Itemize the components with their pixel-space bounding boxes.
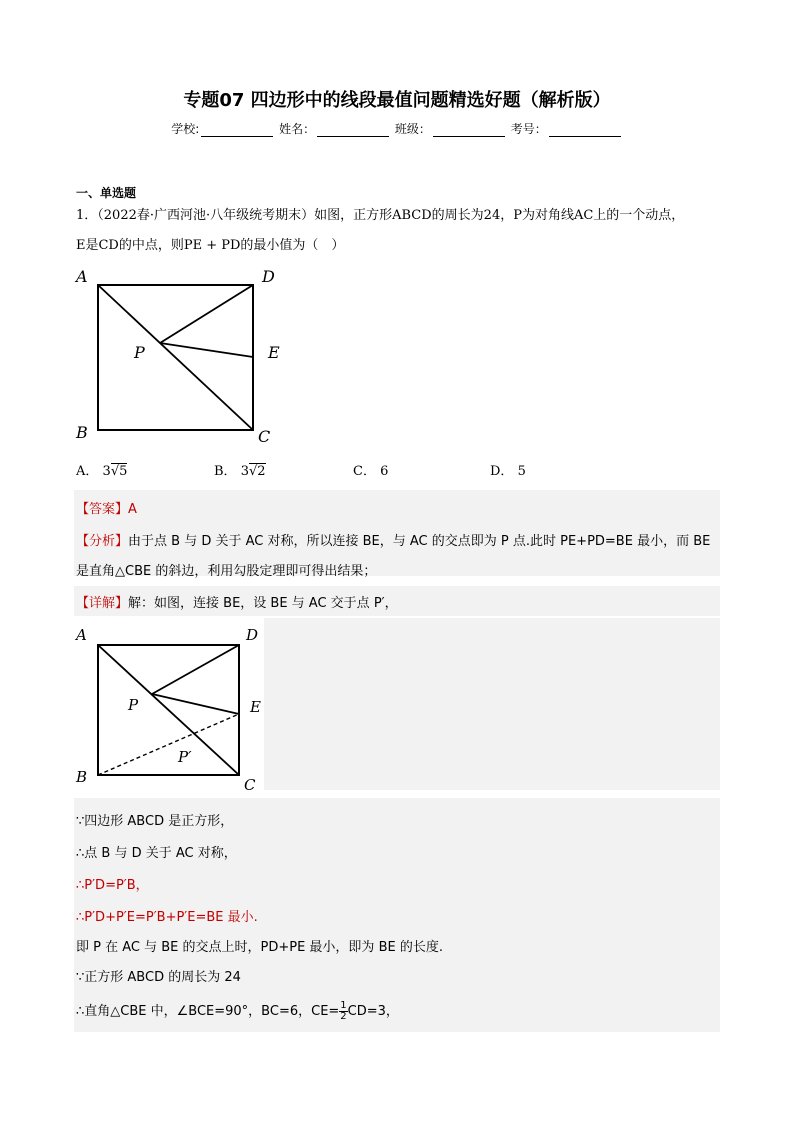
option-b-radicand: 2 [257,464,266,479]
fig2-label-p-prime: P′ [178,748,192,766]
analysis-text-1: 由于点 B 与 D 关于 AC 对称，所以连接 BE，与 AC 的交点即为 P 点.此时 PE+PD=BE 最小，而 BE [128,534,711,549]
class-label: 班级： [394,122,431,136]
analysis-line-2: 是直角△CBE 的斜边，利用勾股定理即可得出结果； [76,564,377,579]
answer-value: A [128,502,137,517]
option-c-value: 6 [380,464,389,479]
analysis-tag: 【分析】 [76,534,129,549]
fig1-label-p: P [134,343,145,362]
question-line-1: 1．（2022春·广西河池·八年级统考期末）如图，正方形ABCD的周长为24，P为对角线AC上的一个动点， [76,208,685,223]
fig2-label-p: P [128,696,139,714]
fig1-label-c: C [258,427,271,446]
fig2-label-d: D [246,626,259,644]
answer-line [76,498,137,517]
fig1-label-b: B [76,423,88,442]
name-label: 姓名： [279,122,316,136]
question-line-2: E是CD的中点，则PE + PD的最小值为（ ） [76,238,345,253]
fig1-label-e: E [268,343,280,362]
section-heading: 一、单选题 [76,186,137,200]
option-a[interactable]: A． 3√5 [76,464,128,479]
step-7 [76,1000,399,1022]
number-label: 考号： [510,122,547,136]
detail-tag: 【详解】 [76,596,129,611]
fig2-label-b: B [76,768,88,786]
step-4: ∴P′D+P′E=P′B+P′E=BE 最小. [76,910,258,925]
answer-tag: 【答案】 [76,502,129,517]
page-title: 专题07 四边形中的线段最值问题精选好题（解析版） [183,90,611,111]
figure-1-square-diagram [74,262,294,448]
option-d-letter: D． [490,464,514,479]
school-blank[interactable] [201,124,273,137]
option-a-coef: 3 [102,464,111,479]
solution-shade-3 [264,618,720,790]
step-6: ∵正方形 ABCD 的周长为 24 [76,970,241,985]
step-1: ∵四边形 ABCD 是正方形， [76,814,234,829]
school-label: 学校: [171,122,200,136]
class-blank[interactable] [433,124,505,137]
option-d-value: 5 [517,464,526,479]
fig1-label-a: A [76,267,88,286]
fraction-numerator: 1 [340,1000,347,1011]
student-info-line [0,120,794,137]
option-c-letter: C． [353,464,376,479]
number-blank[interactable] [549,124,621,137]
option-c[interactable] [353,460,388,479]
detail-line [76,592,398,611]
step-3: ∴P′D=P′B， [76,878,149,893]
option-b-coef: 3 [240,464,249,479]
option-a-radicand: 5 [119,464,128,479]
figure-2-square-diagram [74,620,264,794]
fig2-label-e: E [250,698,261,716]
step-7-post: CD=3， [347,1004,399,1019]
option-a-letter: A． [76,464,99,479]
fig2-label-c: C [244,776,256,794]
fraction-denominator: 2 [340,1011,347,1022]
step-7-pre: ∴直角△CBE 中，∠BCE=90°，BC=6，CE= [76,1004,340,1019]
option-b[interactable]: B． 3√2 [214,464,266,479]
option-b-letter: B． [214,464,237,479]
step-2: ∴点 B 与 D 关于 AC 对称， [76,846,237,861]
detail-text: 解：如图，连接 BE，设 BE 与 AC 交于点 P′， [128,596,398,611]
name-blank[interactable] [317,124,389,137]
fig1-label-d: D [262,267,275,286]
fraction-one-half [339,1001,347,1022]
step-5: 即 P 在 AC 与 BE 的交点上时，PD+PE 最小，即为 BE 的长度. [76,940,443,955]
fig2-label-a: A [76,626,87,644]
option-d[interactable] [490,460,526,479]
analysis-line-1 [76,530,710,549]
